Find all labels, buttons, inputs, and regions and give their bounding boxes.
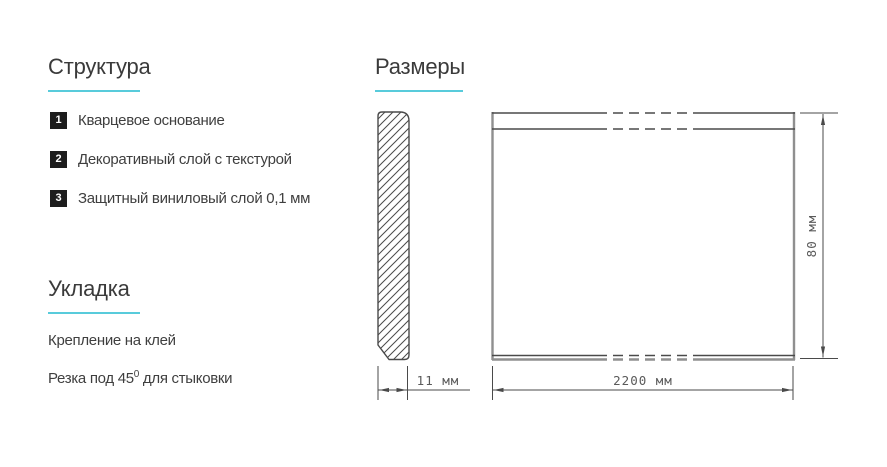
layer-label: Кварцевое основание — [78, 111, 225, 129]
dimensions-title-underline — [375, 90, 463, 92]
structure-item-1 — [50, 111, 225, 129]
cut-angle-superscript: 0 — [133, 369, 140, 380]
layer-number-badge: 3 — [50, 190, 67, 207]
structure-item-2 — [50, 150, 292, 168]
layer-number-badge: 2 — [50, 151, 67, 168]
cut-text-prefix: Резка под 45 — [48, 370, 134, 387]
structure-section-title: Структура — [48, 54, 151, 79]
layer-label: Декоративный слой с текстурой — [78, 150, 292, 168]
structure-item-3 — [50, 189, 310, 207]
height-value-label: 80 мм — [804, 214, 819, 258]
dimensions-section-title: Размеры — [375, 54, 466, 79]
thickness-value-label: 11 мм — [416, 373, 460, 388]
installation-item-glue: Крепление на клей — [48, 332, 176, 349]
layer-label: Защитный виниловый слой 0,1 мм — [78, 189, 311, 207]
installation-section-title: Укладка — [48, 276, 130, 301]
front-view — [492, 112, 795, 360]
cut-text-suffix: для стыковки — [139, 370, 233, 387]
structure-title-underline — [48, 90, 140, 92]
installation-title-underline — [48, 312, 140, 314]
layer-number-badge: 1 — [50, 112, 67, 129]
installation-item-cut — [48, 370, 232, 388]
length-value-label: 2200 мм — [613, 373, 673, 388]
technical-drawing — [365, 100, 855, 415]
profile-outline — [378, 112, 409, 360]
profile-side-view — [378, 112, 409, 360]
